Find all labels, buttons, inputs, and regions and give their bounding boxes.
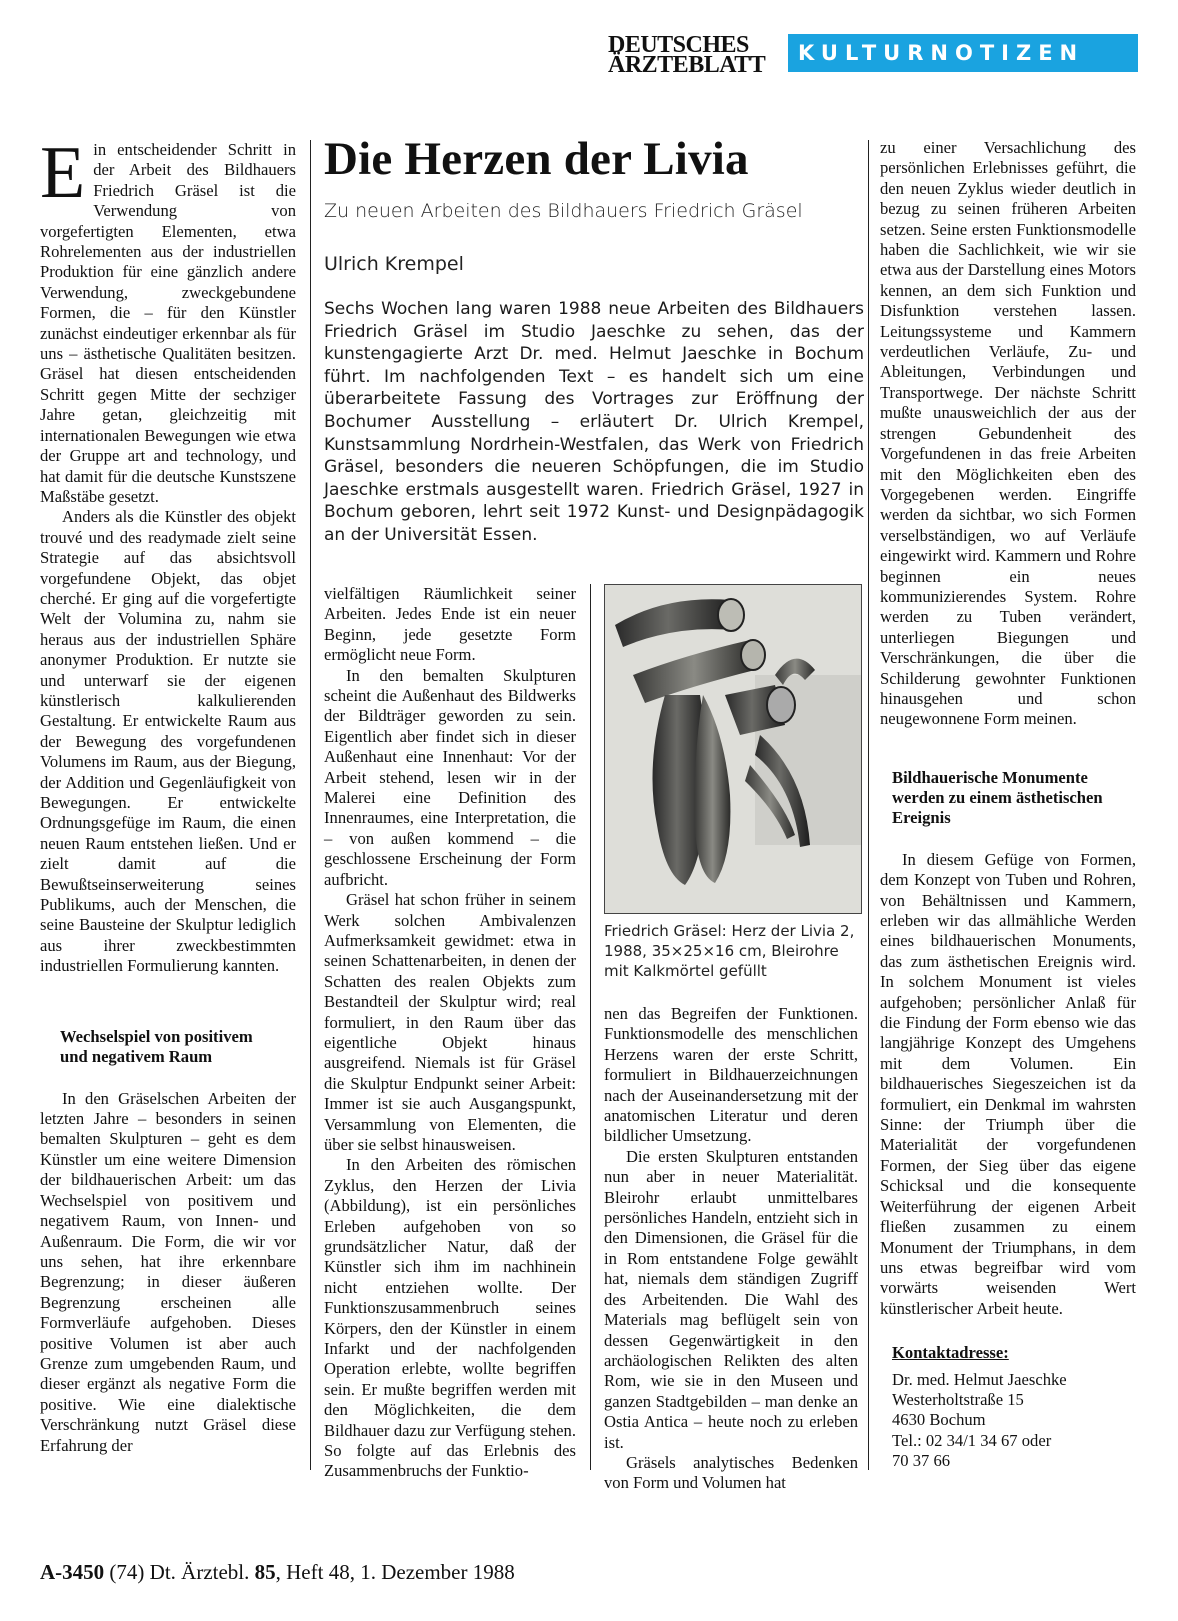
- page-number: A-3450: [40, 1560, 105, 1584]
- footer-ref: (74) Dt. Ärztebl.: [109, 1560, 250, 1584]
- sculpture-photo: [604, 584, 862, 914]
- column-middle: [324, 584, 576, 1482]
- paragraph-text: in entscheidender Schritt in der Arbeit des Bildhauers Friedrich Gräsel ist die Verwendung von vorgefertigten Elementen, etwa Rohrelementen aus der industriellen Produktion für eine gänzlich andere Verwendung, zweckgebundene Formen, die – für den Künstler zunächst eindeutiger erkennbar als für uns – ästhetische Qualitäten besitzen. Gräsel hat diesen entscheidenden Schritt gegen Mitte der sechziger Jahre getan, gleichzeitig mit internationalen Bewegungen wie etwa der Gruppe art and technology, und hat damit für die deutsche Kunstszene Maßstäbe gesetzt.: [40, 140, 296, 506]
- paragraph: nen das Begreifen der Funktionen. Funktionsmodelle des menschlichen Herzens waren der erste Schritt, formuliert in Bildhauerzeichnungen nach der Auseinandersetzung mit der anatomischen Literatur und deren bildlicher Umsetzung.: [604, 1004, 858, 1146]
- contact-line: 70 37 66: [892, 1451, 951, 1471]
- paragraph: Gräsels analytisches Bedenken von Form und Volumen hat: [604, 1452, 858, 1493]
- section-label: KULTURNOTIZEN: [788, 34, 1138, 72]
- contact-line: Dr. med. Helmut Jaeschke: [892, 1369, 1067, 1389]
- masthead-logo: [608, 32, 778, 78]
- paragraph: In den Arbeiten des römischen Zyklus, den Herzen der Livia (Abbildung), ist ein persönliches Erleben aufgehoben von so grundsätzlicher Natur, daß der Künstler sich ihm im nachhinein nicht entziehen wollte. Der Funktionszusammenbruch seines Körpers, den der Künstler in einem Infarkt und der nachfolgenden Operation erlebte, wollte begriffen sein. Er mußte begriffen werden mit den Möglichkeiten, die dem Bildhauer dazu zur Verfügung stehen. So folgte auf das Erlebnis des Zusammenbruchs der Funktio-: [324, 1155, 576, 1481]
- article-title: Die Herzen der Livia: [324, 133, 749, 185]
- footer-issue: , Heft 48, 1. Dezember 1988: [275, 1560, 515, 1584]
- page-footer: [40, 1560, 515, 1585]
- column-left: [40, 132, 296, 1456]
- column-center-right: [604, 1004, 858, 1494]
- contact-line: Tel.: 02 34/1 34 67 oder: [892, 1430, 1052, 1450]
- sculpture-image: [605, 585, 862, 914]
- contact-heading: Kontaktadresse:: [892, 1343, 1009, 1363]
- column-rule: [868, 140, 869, 1470]
- paragraph: Die ersten Skulpturen entstanden nun aber in neuer Materialität. Bleirohr erlaubt unmittelbares persönliches Handeln, entzieht sich in den Dimensionen, die Gräsel für die in Rom entstandene Folge gewählt hat, niemals dem ständigen Zugriff des Arbeitenden. Die Wahl des Materials mag beflügelt sein von dessen Gegenwärtigkeit in den archäologischen Relikten des alten Rom, wie sie in den Museen und ganzen Stadtgebilden – man denke an Ostia Antica – heute noch zu erleben ist.: [604, 1146, 858, 1452]
- subheading: Wechselspiel von positivem und negativem Raum: [60, 1026, 253, 1066]
- figure-caption: Friedrich Gräsel: Herz der Livia 2, 1988, 35×25×16 cm, Bleirohre mit Kalkmörtel gefüllt: [604, 922, 855, 980]
- paragraph: vielfältigen Räumlichkeit seiner Arbeiten. Jedes Ende ist ein neuer Beginn, jede gesetzte Form ermöglicht neue Form.: [324, 584, 576, 665]
- masthead-line1: DEUTSCHES: [608, 32, 749, 58]
- drop-cap: E: [40, 132, 86, 214]
- paragraph: zu einer Versachlichung des persönlichen Erlebnisses geführt, die den neuen Zyklus wieder deutlich in bezug zu seinen früheren Arbeiten setzen. Seine ersten Funktionsmodelle haben die Sachlichkeit, wie wir sie etwa aus der Darstellung eines Motors kennen, an dem sich Funktion und Disfunktion verstehen lassen. Leitungssysteme und Kammern verdeutlichen Verläufe, Zu- und Ableitungen, Verbindungen und Transportwege. Der nächste Schritt mußte unausweichlich der aus der strengen Gebundenheit des Vorgefundenen in das freie Arbeiten mit den Möglichkeiten eben des Vorgegebenen werden. Eingriffe werden da sichtbar, wo sich Formen verselbständigen, wo auf Verläufe eingewirkt wird. Kammern und Rohre beginnen ein neues kommunizierendes System. Rohre werden zu Tuben verändert, unterliegen Biegungen und Verschränkungen, die über die Schilderung gewohnter Funktionen hinausgehen und schon neugewonnene Form meinen.: [880, 138, 1136, 729]
- paragraph: [40, 132, 296, 507]
- subheading: Bildhauerische Monumente werden zu einem ästhetischen Ereignis: [892, 767, 1103, 827]
- contact-address: [880, 1343, 1136, 1471]
- column-rule: [590, 584, 591, 1470]
- masthead-line2: ÄRZTEBLATT: [608, 51, 766, 78]
- contact-line: Westerholtstraße 15: [892, 1389, 1024, 1409]
- article-subtitle: Zu neuen Arbeiten des Bildhauers Friedrich Gräsel: [324, 200, 803, 222]
- column-rule: [310, 140, 311, 1470]
- article-lead: Sechs Wochen lang waren 1988 neue Arbeiten des Bildhauers Friedrich Gräsel im Studio Jaeschke zu sehen, das der kunstengagierte Arzt Dr. med. Helmut Jaeschke in Bochum führt. Im nachfolgenden Text – es handelt sich um eine überarbeitete Fassung des Vortrages zur Eröffnung der Bochumer Ausstellung – erläutert Dr. Ulrich Krempel, Kunstsammlung Nordrhein-Westfalen, das Werk von Friedrich Gräsel, besonders die neueren Schöpfungen, die im Studio Jaeschke erstmals ausgestellt waren. Friedrich Gräsel, 1927 in Bochum geboren, lehrt seit 1972 Kunst- und Designpädagogik an der Universität Essen.: [324, 299, 864, 545]
- paragraph: In den bemalten Skulpturen scheint die Außenhaut des Bildwerks der Bildträger geworden zu sein. Eigentlich aber findet sich in dieser Außenhaut eine Innenhaut: Vor der Arbeit stehend, lesen wir in der Malerei eine Definition des Innenraumes, eine Interpretation, die – von außen kommend – die geschlossene Erscheinung der Form aufbricht.: [324, 665, 576, 889]
- paragraph: Anders als die Künstler des objekt trouvé und des readymade zielt seine Strategie auf das absichtsvoll vorgefundene Objekt, das objet cherché. Er ging auf die vorgefertigte Welt der Volumina zu, nahm sie heraus aus der industriellen Sphäre anonymer Produktion. Er nutzte sie und unterwarf sie der eigenen künstlerisch kalkulierenden Gestaltung. Er entwickelte Raum aus der Bewegung des vorgefundenen Volumens im Raum, aus der Biegung, der Addition und Gegenläufigkeit von Bewegungen. Er entwickelte Ordnungsgefüge im Raum, die einen neuen Raum entstehen ließen. Und er zielt damit auf die Bewußtseinserweiterung seines Publikums, auch der Menschen, die seine Bausteine der Skulptur lediglich aus ihrer zweckbestimmten industriellen Formulierung kannten.: [40, 507, 296, 976]
- paragraph: In den Gräselschen Arbeiten der letzten Jahre – besonders in seinen bemalten Skulpturen – geht es dem Künstler um eine weitere Dimension der bildhauerischen Arbeit: um das Wechselspiel von positivem und negativem Raum, von Innen- und Außenraum. Die Form, die wir vor uns sehen, hat ihre erkennbare Begrenzung; in dieser äußeren Begrenzung erscheinen alle Formverläufe aufgehoben. Dieses positive Volumen ist aber auch Grenze zum umgebenden Raum, und dieser ergänzt als negative Form die positive. Wie eine dialektische Verschränkung nutzt Gräsel diese Erfahrung der: [40, 1088, 296, 1455]
- paragraph: Gräsel hat schon früher in seinem Werk solchen Ambivalenzen Aufmerksamkeit gewidmet: etwa in seinen Schattenarbeiten, in denen der Schatten des realen Objekts zum Bestandteil der Skulptur wird; real formuliert, in den Raum über das eigentliche Objekt hinaus ausgreifend. Niemals ist für Gräsel die Skulptur Endpunkt seiner Arbeit: Immer ist sie auch Ausgangspunkt, Versammlung von Elementen, die über sie selbst hinausweisen.: [324, 890, 576, 1154]
- footer-volume: 85: [254, 1560, 276, 1584]
- article-author: Ulrich Krempel: [324, 253, 464, 275]
- paragraph: In diesem Gefüge von Formen, dem Konzept von Tuben und Rohren, von Behältnissen und Kammern, erleben wir das allmähliche Werden eines bildhauerischen Monuments, das zum ästhetischen Ereignis wird. In solchem Monument ist vieles aufgehoben; persönlicher Anlaß für die Findung der Form ebenso wie das langjährige Konzept des Umgehens mit dem Volumen. Ein bildhauerisches Siegeszeichen ist da formuliert, ein Denkmal im wahrsten Sinne: der Triumph über die Materialität der vorgefundenen Formen, der Sieg über das eigene Schicksal und die konsequente Weiterführung der eigenen Arbeit fließen zusammen zu einem Monument der Triumphans, in dem uns etwas begreifbar wird vom vorwärts weisenden Wert künstlerischer Arbeit heute.: [880, 849, 1136, 1318]
- contact-line: 4630 Bochum: [892, 1410, 986, 1430]
- column-right: [880, 138, 1136, 1472]
